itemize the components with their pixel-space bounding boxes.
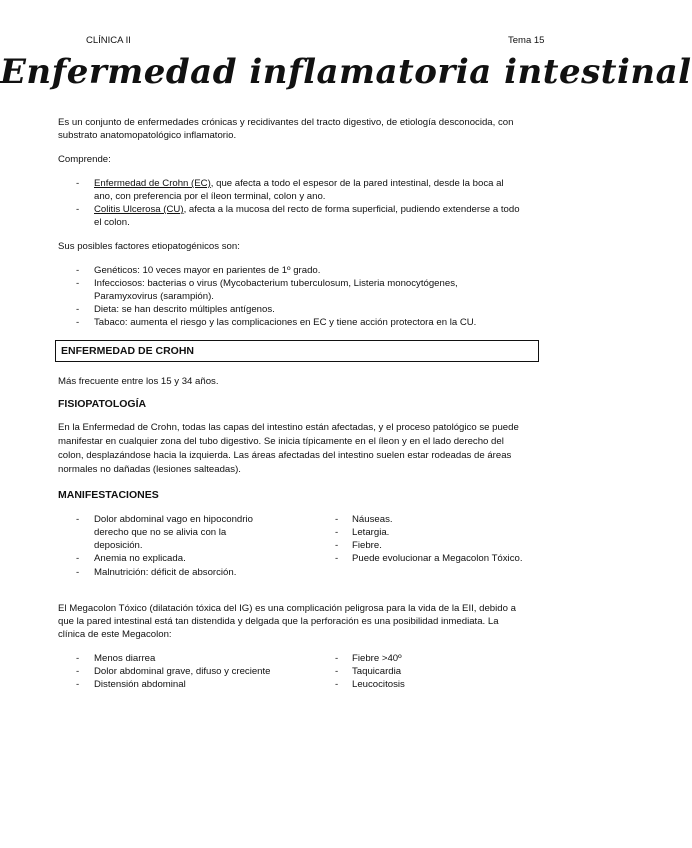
colitis-term: Colitis Ulcerosa (CU) — [94, 204, 184, 215]
colitis-desc: , afecta a la mucosa del recto de forma superficial, pudiendo extenderse a todo — [183, 204, 520, 215]
bullet: - — [335, 653, 339, 664]
bullet: - — [335, 540, 339, 551]
manif-left-item: Malnutrición: déficit de absorción. — [94, 567, 237, 578]
fisio-line: manifestar en cualquier zona del tubo digestivo. Se inicia típicamente en el íleon y en el lado derecho del — [58, 436, 504, 447]
colitis-item-line-1 — [94, 203, 549, 216]
manifestaciones-heading: MANIFESTACIONES — [58, 489, 159, 501]
megacolon-right-item: Fiebre >40º — [352, 653, 402, 664]
comprende-label: Comprende: — [58, 154, 111, 165]
bullet: - — [76, 567, 80, 578]
manif-left-item: Dolor abdominal vago en hipocondrio — [94, 514, 253, 525]
factor-item: Tabaco: aumenta el riesgo y las complicaciones en EC y tiene acción protectora en la CU. — [94, 317, 477, 328]
factor-item: Dieta: se han descrito múltiples antígenos. — [94, 304, 275, 315]
bullet: - — [76, 679, 80, 690]
megacolon-line: clínica de este Megacolon: — [58, 629, 172, 640]
fisio-line: En la Enfermedad de Crohn, todas las capas del intestino están afectadas, y el proceso patológico se puede — [58, 422, 519, 433]
bullet: - — [335, 666, 339, 677]
page-title: Enfermedad inflamatoria intestinal — [0, 52, 692, 92]
bullet: - — [335, 527, 339, 538]
factores-label: Sus posibles factores etiopatogénicos son: — [58, 241, 240, 252]
megacolon-left-item: Menos diarrea — [94, 653, 156, 664]
intro-line-1: Es un conjunto de enfermedades crónicas y recidivantes del tracto digestivo, de etiología desconocida, con — [58, 117, 514, 128]
crohn-item-line-2: ano, con preferencia por el íleon terminal, colon y ano. — [94, 191, 326, 202]
bullet: - — [76, 178, 80, 189]
colitis-item-line-2: el colon. — [94, 217, 130, 228]
megacolon-right-item: Leucocitosis — [352, 679, 405, 690]
header-subject: CLÍNICA II — [86, 35, 131, 46]
bullet: - — [76, 204, 80, 215]
factor-item-continued: Paramyxovirus (sarampión). — [94, 291, 214, 302]
fisiopatologia-heading: FISIOPATOLOGÍA — [58, 398, 147, 410]
bullet: - — [76, 553, 80, 564]
megacolon-left-item: Distensión abdominal — [94, 679, 186, 690]
bullet: - — [76, 514, 80, 525]
manif-right-item: Letargia. — [352, 527, 390, 538]
fisio-line: normales no dañadas (lesiones salteadas). — [58, 464, 241, 475]
intro-line-2: substrato anatomopatológico inflamatorio. — [58, 130, 237, 141]
bullet: - — [335, 514, 339, 525]
factor-item: Genéticos: 10 veces mayor en parientes de 1º grado. — [94, 265, 321, 276]
bullet: - — [76, 317, 80, 328]
bullet: - — [76, 304, 80, 315]
header-topic: Tema 15 — [508, 35, 545, 46]
bullet: - — [76, 653, 80, 664]
megacolon-line: que la pared intestinal está tan distendida y delgada que la perforación es una posibilidad inmediata. La — [58, 616, 499, 627]
manif-right-item: Puede evolucionar a Megacolon Tóxico. — [352, 553, 523, 564]
crohn-term: Enfermedad de Crohn (EC) — [94, 178, 211, 189]
bullet: - — [76, 666, 80, 677]
megacolon-line: El Megacolon Tóxico (dilatación tóxica del IG) es una complicación peligrosa para la vida de la EII, debido a — [58, 603, 516, 614]
megacolon-left-item: Dolor abdominal grave, difuso y creciente — [94, 666, 271, 677]
crohn-item-line-1 — [94, 177, 549, 190]
manif-left-item: Anemia no explicada. — [94, 553, 186, 564]
factor-item: Infecciosos: bacterias o virus (Mycobacterium tuberculosum, Listeria monocytógenes, — [94, 278, 458, 289]
manif-right-item: Fiebre. — [352, 540, 382, 551]
manif-right-item: Náuseas. — [352, 514, 393, 525]
crohn-frequency: Más frecuente entre los 15 y 34 años. — [58, 376, 219, 387]
bullet: - — [335, 679, 339, 690]
section-heading-crohn: ENFERMEDAD DE CROHN — [55, 340, 539, 362]
manif-left-item-continued: derecho que no se alivia con la — [94, 527, 227, 538]
crohn-desc: , que afecta a todo el espesor de la pared intestinal, desde la boca al — [210, 178, 504, 189]
fisio-line: colon, desplazándose hacia la izquierda. Las áreas afectadas del intestino suelen estar rodeadas de áreas — [58, 450, 512, 461]
bullet: - — [76, 265, 80, 276]
manif-left-item-continued: deposición. — [94, 540, 143, 551]
bullet: - — [76, 278, 80, 289]
bullet: - — [335, 553, 339, 564]
megacolon-right-item: Taquicardia — [352, 666, 402, 677]
